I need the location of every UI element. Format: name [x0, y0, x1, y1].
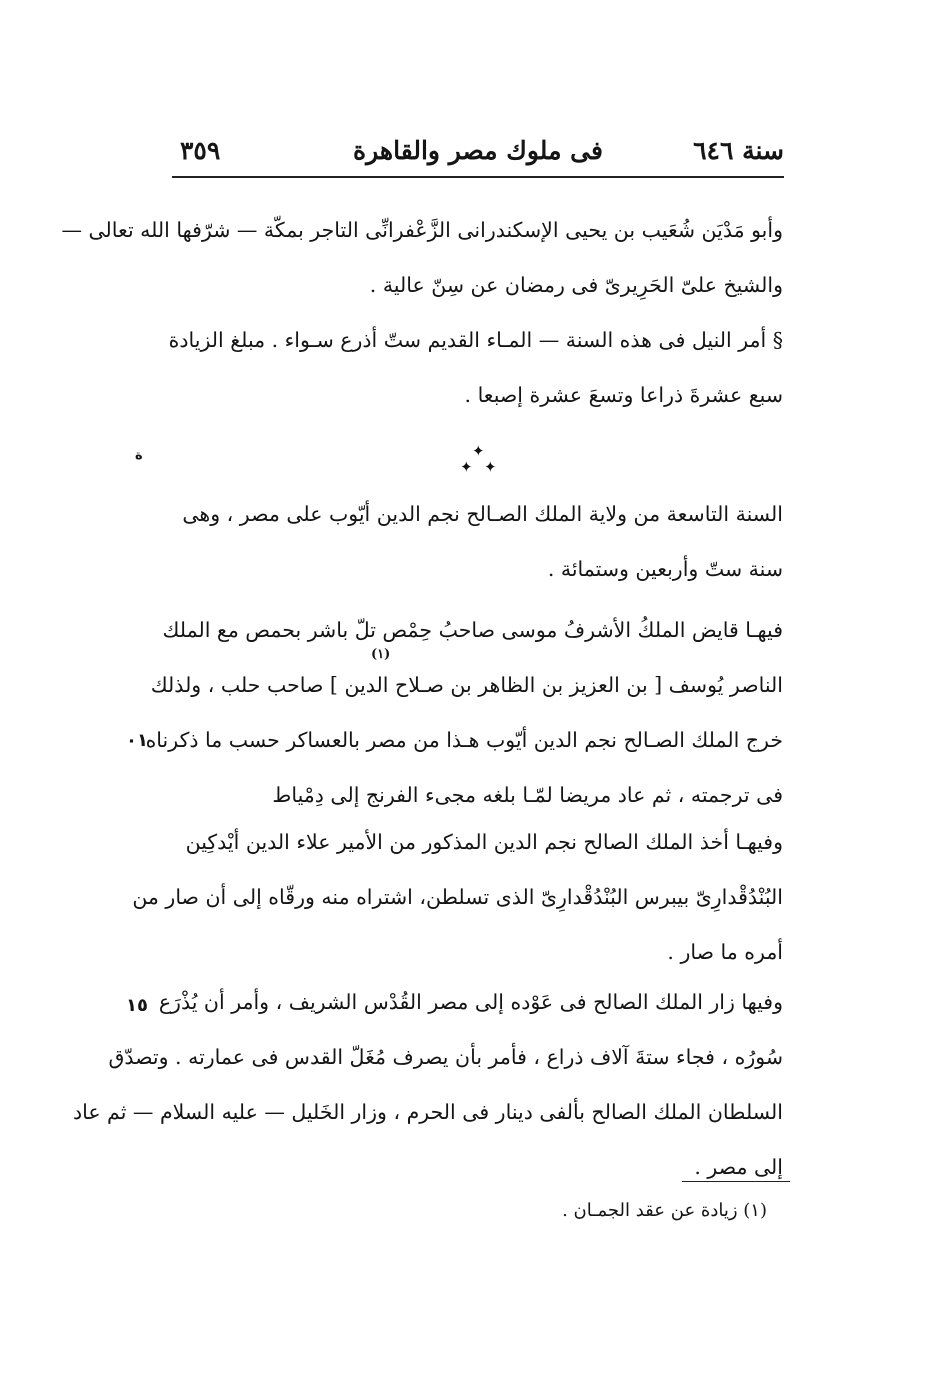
text-line: فيهـا قايض الملكُ الأشرفُ موسى صاحبُ حِمْص تلّ باشر بحمص مع الملك — [162, 618, 783, 642]
text-line: وفيهـا أخذ الملك الصالح نجم الدين المذكور من الأمير علاء الدين أيْدكِين — [185, 830, 783, 854]
text-line: البُنْدُقْدارِىّ بيبرس البُنْدُقْدارِىّ الذى تسلطن، اشتراه منه ورقّاه إلى أن صار من — [132, 885, 783, 909]
text-line: إلى مصر . — [694, 1155, 783, 1179]
footnote: (١) زيادة عن عقد الجمـان . — [562, 1200, 767, 1221]
footnote-rule — [682, 1181, 790, 1182]
header-year: سنة ٦٤٦ — [693, 136, 784, 165]
text-line: سُورُه ، فجاء ستةَ آلاف ذراع ، فأمر بأن يصرف مُغَلّ القدس فى عمارته . وتصدّق — [108, 1045, 783, 1069]
header-title: فى ملوك مصر والقاهرة — [353, 136, 603, 165]
text-line: فى ترجمته ، ثم عاد مريضا لمّـا بلغه مجىء الفرنج إلى دِمْياط — [272, 783, 783, 807]
text-line: السلطان الملك الصالح بألفى دينار فى الحرم ، وزار الخَليل — عليه السلام — ثم عاد — [72, 1100, 783, 1124]
text-line: سنة ستّ وأربعين وستمائة . — [547, 557, 783, 581]
paragraph-baybars — [132, 815, 783, 980]
text-line: § أمر النيل فى هذه السنة — المـاء القديم ستّ أذرع سـواء . مبلغ الزيادة — [168, 328, 783, 352]
header-rule — [172, 176, 784, 178]
page-number: ٣٥٩ — [180, 136, 221, 165]
line-number-10: ٠١ — [126, 730, 148, 751]
ornament-dot: ✦ — [484, 458, 497, 476]
text-line: السنة التاسعة من ولاية الملك الصـالح نجم الدين أيّوب على مصر ، وهى — [182, 502, 783, 526]
ornament-dot: ✦ — [472, 442, 485, 460]
paragraph-ninth-year — [177, 487, 783, 597]
text-line: وأبو مَدْيَن شُعَيب بن يحيى الإسكندرانى الزَّعْفرانِّى التاجر بمكّة — شرّفها الله تعالى — — [61, 218, 783, 242]
running-header — [172, 128, 784, 172]
text-line: الناصر يُوسف [ بن العزيز بن الظاهر بن صـلاح الدين ] صاحب حلب ، ولذلك — [150, 673, 783, 697]
ornament-dot: ✦ — [460, 458, 473, 476]
line-number-15: ١٥ — [126, 995, 148, 1016]
paragraph-al-ashraf — [145, 603, 783, 823]
margin-mark: ة — [135, 448, 143, 463]
text-line: والشيخ علىّ الحَرِيرىّ فى رمضان عن سِنّ عالية . — [369, 273, 783, 297]
text-line: وفيها زار الملك الصالح فى عَوْده إلى مصر القُدْس الشريف ، وأمر أن يُذْرَع — [158, 990, 783, 1014]
text-line: سبع عشرةَ ذراعا وتسعَ عشرة إصبعا . — [464, 383, 783, 407]
paragraph-1 — [61, 203, 783, 313]
section-ornament — [452, 440, 508, 480]
paragraph-nile — [168, 313, 783, 423]
text-line: خرج الملك الصـالح نجم الدين أيّوب هـذا من مصر بالعساكر حسب ما ذكرناه — [145, 728, 783, 752]
text-line: أمره ما صار . — [667, 940, 783, 964]
footnote-marker: (١) — [371, 647, 391, 662]
